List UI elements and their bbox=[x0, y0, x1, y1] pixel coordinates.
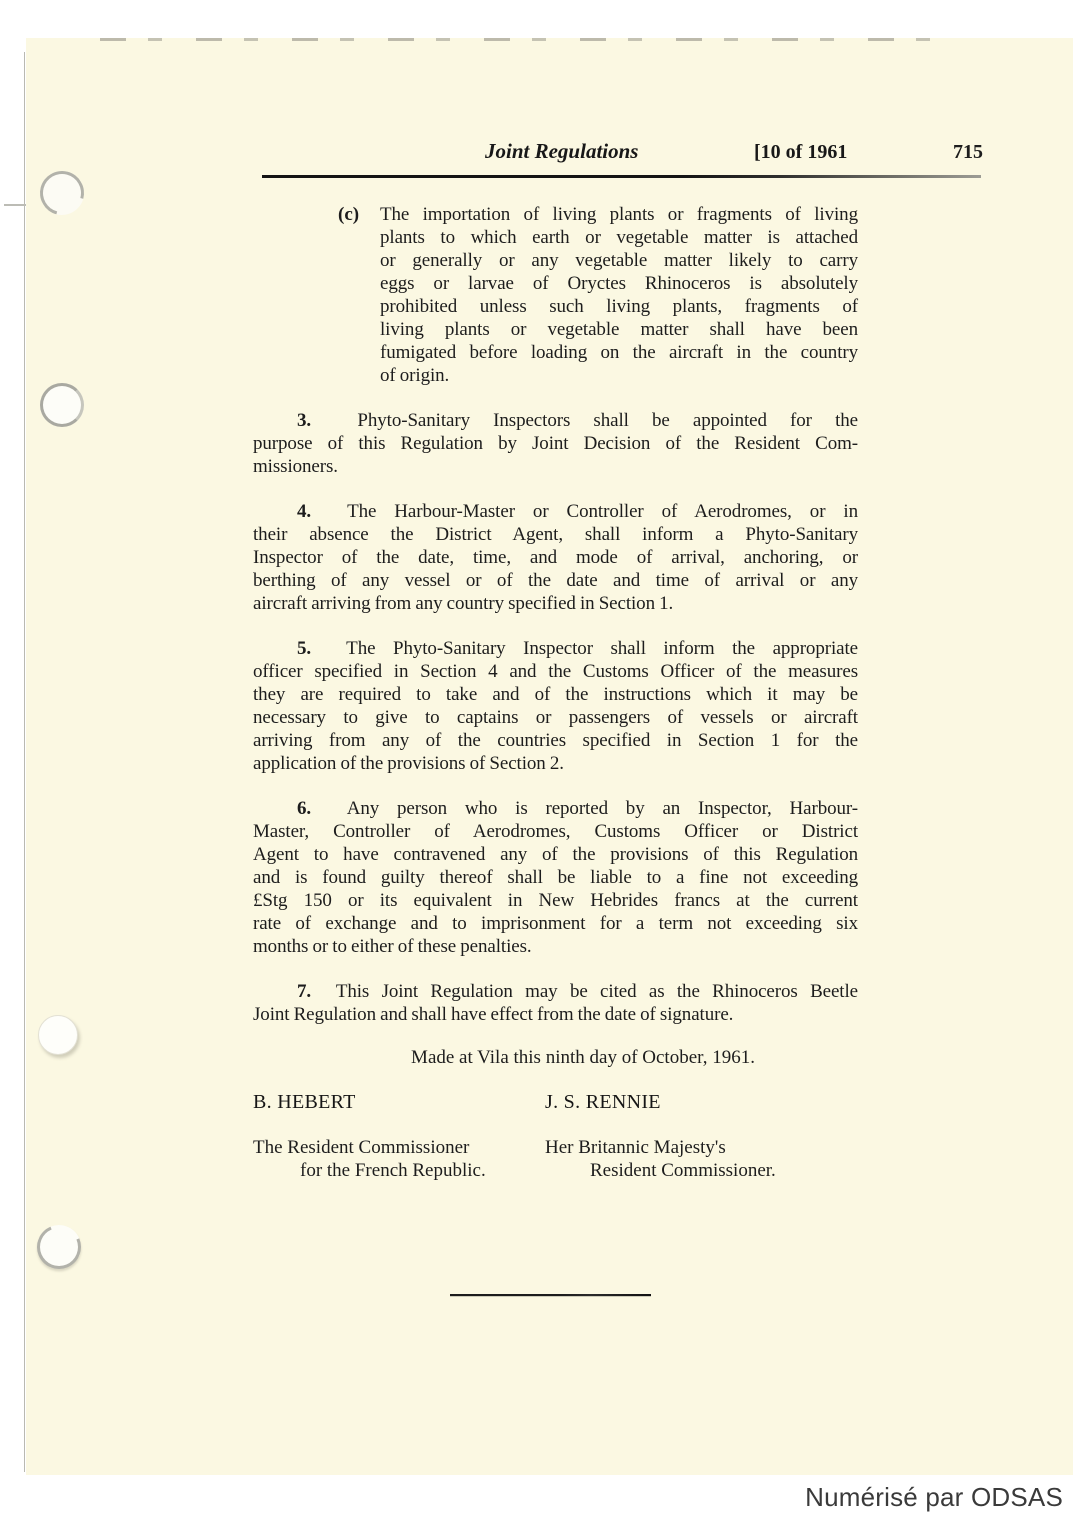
page-edge-line bbox=[24, 52, 25, 1472]
signature-french bbox=[253, 1091, 486, 1182]
paragraph-text-line: 7. This Joint Regulation may be cited as the Rhinoceros Beetle bbox=[297, 981, 858, 1002]
clause-c-text-line: of origin. bbox=[380, 365, 450, 386]
paragraph-text-line: Agent to have contravened any of the provisions of this Regulation bbox=[253, 844, 858, 865]
document-page bbox=[26, 38, 1073, 1475]
signatory-title-line: The Resident Commissioner bbox=[253, 1137, 470, 1158]
clause-c-label: (c) bbox=[338, 204, 360, 225]
paragraph-text-line: aircraft arriving from any country specified in Section 1. bbox=[253, 593, 674, 614]
clause-c-text-line: fumigated before loading on the aircraft in the country bbox=[380, 342, 858, 363]
paragraph-text-line: 3. Phyto-Sanitary Inspectors shall be appointed for the bbox=[297, 410, 858, 431]
paragraph-text-line: rate of exchange and to imprisonment for a term not exceeding six bbox=[253, 913, 858, 934]
clause-c-lines bbox=[380, 203, 858, 387]
scan-credit: Numérisé par ODSAS bbox=[805, 1482, 1063, 1512]
paragraph-text-line: their absence the District Agent, shall inform a Phyto-Sanitary bbox=[253, 524, 858, 545]
paragraph-text-line: purpose of this Regulation by Joint Decision of the Resident Com- bbox=[253, 433, 858, 454]
paragraph-number: 4. bbox=[297, 501, 312, 522]
paragraph-text-line: Master, Controller of Aerodromes, Customs Officer or District bbox=[253, 821, 858, 842]
paragraph-text-line: £Stg 150 or its equivalent in New Hebrides francs at the current bbox=[253, 890, 858, 911]
signatory-title bbox=[253, 1136, 486, 1182]
signatory-title-line: for the French Republic. bbox=[300, 1160, 486, 1181]
paragraph-text-line: Inspector of the date, time, and mode of arrival, anchoring, or bbox=[253, 547, 858, 568]
paragraph-text-line: 4. The Harbour-Master or Controller of Aerodromes, or in bbox=[297, 501, 858, 522]
regulation-paragraphs bbox=[253, 409, 858, 1026]
paragraph-text-line: application of the provisions of Section 2. bbox=[253, 753, 564, 774]
paragraph-text-line: necessary to give to captains or passengers of vessels or aircraft bbox=[253, 707, 858, 728]
signatory-title bbox=[545, 1136, 776, 1182]
paragraph-text-line: and is found guilty thereof shall be liable to a fine not exceeding bbox=[253, 867, 858, 888]
regulation-citation: [10 of 1961 bbox=[754, 141, 848, 163]
paragraph-number: 5. bbox=[297, 638, 312, 659]
header-rule bbox=[262, 175, 981, 178]
scan-edge-artifact bbox=[100, 38, 930, 41]
signature-british bbox=[545, 1091, 776, 1182]
clause-c-text-line: living plants or vegetable matter shall have been bbox=[380, 319, 858, 340]
signatory-title-line: Resident Commissioner. bbox=[590, 1160, 776, 1181]
signatory-name: J. S. RENNIE bbox=[545, 1091, 661, 1113]
clause-c-text-line: plants to which earth or vegetable matter is attached bbox=[380, 227, 858, 248]
clause-c-text-line: prohibited unless such living plants, fragments of bbox=[380, 296, 858, 317]
clause-c-text-line: or generally or any vegetable matter likely to carry bbox=[380, 250, 858, 271]
paragraph-text-line: months or to either of these penalties. bbox=[253, 936, 532, 957]
running-header-title: Joint Regulations bbox=[485, 139, 639, 163]
signature-block bbox=[253, 1091, 858, 1191]
paragraph-text-line: berthing of any vessel or of the date and time of arrival or any bbox=[253, 570, 858, 591]
execution-line: Made at Vila this ninth day of October, 1961. bbox=[411, 1047, 755, 1068]
paragraph-text-line: missioners. bbox=[253, 456, 338, 477]
paragraph-text-line: 6. Any person who is reported by an Inspector, Harbour- bbox=[297, 798, 858, 819]
end-of-regulation-rule bbox=[450, 1294, 651, 1296]
hole-punch bbox=[38, 1015, 78, 1055]
paragraph-number: 7. bbox=[297, 981, 312, 1002]
paragraph-text-line: they are required to take and of the instructions which it may be bbox=[253, 684, 858, 705]
regulation-paragraph-4 bbox=[253, 500, 858, 615]
paragraph-text-line: arriving from any of the countries specified in Section 1 for the bbox=[253, 730, 858, 751]
scan-edge-artifact bbox=[4, 204, 26, 206]
regulation-paragraph-3 bbox=[253, 409, 858, 478]
regulation-paragraph-5 bbox=[253, 637, 858, 775]
regulation-paragraph-7 bbox=[253, 980, 858, 1026]
clause-c-text-line: eggs or larvae of Oryctes Rhinoceros is absolutely bbox=[380, 273, 858, 294]
paragraph-text-line: officer specified in Section 4 and the Customs Officer of the measures bbox=[253, 661, 858, 682]
paragraph-number: 6. bbox=[297, 798, 312, 819]
regulation-text-column bbox=[253, 203, 858, 1191]
clause-c bbox=[253, 203, 858, 387]
page-number: 715 bbox=[953, 141, 983, 163]
regulation-paragraph-6 bbox=[253, 797, 858, 958]
hole-punch bbox=[40, 383, 84, 427]
clause-c-text-line: The importation of living plants or fragments of living bbox=[380, 204, 858, 225]
paragraph-text-line: 5. The Phyto-Sanitary Inspector shall inform the appropriate bbox=[297, 638, 858, 659]
signatory-name: B. HEBERT bbox=[253, 1091, 356, 1113]
paragraph-number: 3. bbox=[297, 410, 312, 431]
paragraph-text-line: Joint Regulation and shall have effect from the date of signature. bbox=[253, 1004, 734, 1025]
signatory-title-line: Her Britannic Majesty's bbox=[545, 1137, 726, 1158]
